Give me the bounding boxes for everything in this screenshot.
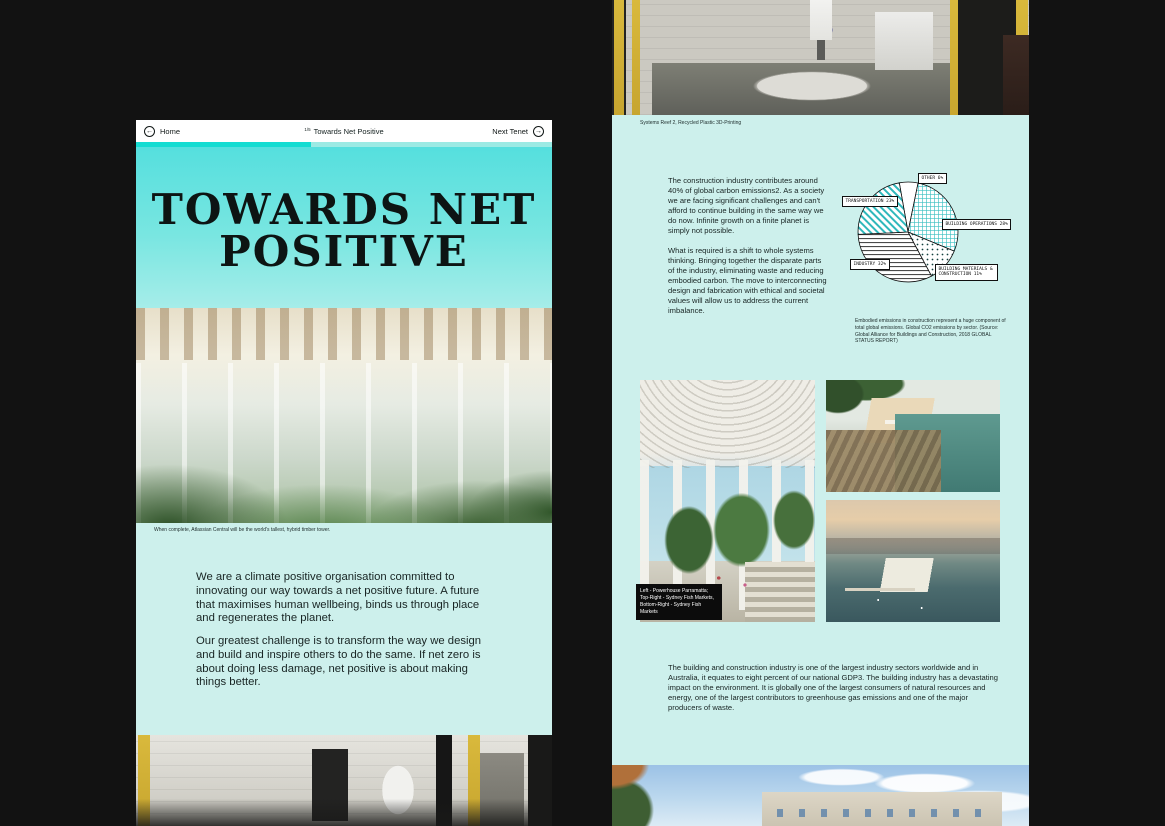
- gallery-caption: Left - Powerhouse Parramatta; Top-Right - Sydney Fish Markets, Bottom-Right - Sydney Fish Markets: [636, 584, 722, 620]
- next-tenet-label: Next Tenet: [492, 126, 528, 136]
- pie-label-building-operations: BUILDING OPERATIONS 28%: [942, 219, 1011, 230]
- next-tenet-button[interactable]: [492, 126, 544, 137]
- intro-paragraph-1: We are a climate positive organisation committed to innovating our way towards a net positive future. A future that maximises human wellbeing, binds us through place and regenerates the planet.: [196, 571, 480, 625]
- home-button[interactable]: [144, 126, 180, 137]
- breadcrumb-title: Towards Net Positive: [313, 126, 384, 136]
- page-title-line1: TOWARDS NET: [151, 185, 537, 235]
- breadcrumb-step: 1/5: [304, 126, 311, 132]
- photo-campus-building-sky: [612, 765, 1029, 826]
- arrow-left-icon[interactable]: ←: [146, 127, 153, 135]
- photo-caption: Systems Reef 2, Recycled Plastic 3D-Printing: [640, 120, 742, 126]
- intro-text-block: [196, 571, 494, 699]
- intro-paragraph-2: Our greatest challenge is to transform the way we design and build and inspire others to do the same. If net zero is about doing less damage, net positive is about making things better.: [196, 635, 482, 689]
- body-text-column: [668, 176, 829, 326]
- photo-atlassian-central-interior: [136, 308, 552, 523]
- home-label: Home: [160, 126, 181, 136]
- page-title-line2: POSITIVE: [219, 226, 469, 276]
- emissions-pie-chart: [830, 162, 1022, 312]
- body-paragraph-1: The construction industry contributes around 40% of global carbon emissions2. As a society we are facing significant challenges and can't afford to continue building in the same way we do now. Infinite growth on a finite planet is simply not possible.: [668, 176, 825, 236]
- pie-chart-svg: [830, 162, 990, 307]
- photo-sydney-fish-markets-aerial: [826, 500, 1000, 622]
- breadcrumb: [136, 120, 552, 142]
- pie-label-industry: INDUSTRY 32%: [850, 259, 890, 270]
- right-page: [612, 0, 1029, 826]
- body-paragraph-3: The building and construction industry is one of the largest industry sectors worldwide and in Australia, it equates to eight percent of our national GDP3. The building industry has a devastating impact on the environment. It is globally one of the largest consumers of natural resources and energy, one of the largest contributors to greenhouse gas emissions and one of the major producers of waste.: [668, 663, 998, 713]
- photo-caption: When complete, Atlassian Central will be the world's tallest, hybrid timber tower.: [154, 527, 331, 533]
- page-header: [136, 120, 552, 142]
- hero-title-block: [136, 147, 552, 308]
- photo-3d-printer: [612, 0, 1029, 115]
- arrow-right-icon[interactable]: →: [535, 127, 542, 135]
- left-page: [136, 120, 552, 826]
- pie-label-building-materials: BUILDING MATERIALS & CONSTRUCTION 11%: [935, 264, 998, 281]
- photo-robot-arm-workshop: [136, 735, 552, 826]
- chart-caption: Embodied emissions in construction represent a huge component of total global emissions. Global CO2 emissions by sector. (Source: Global Alliance for Buildings and Construction, 2018 GLOBAL STATUS REPORT): [855, 318, 1006, 345]
- body-paragraph-2: What is required is a shift to whole systems thinking. Bringing together the disparate parts of the industry, eliminating waste and reducing embodied carbon. The move to interconnecting design and fabrication with ethical and societal values will allow us to address the current imbalance.: [668, 246, 827, 316]
- pie-slice-transportation: [858, 183, 908, 235]
- pie-label-other: OTHER 6%: [918, 173, 947, 184]
- photo-sydney-fish-markets-exterior: [826, 380, 1000, 492]
- pie-label-transportation: TRANSPORTATION 23%: [842, 196, 898, 207]
